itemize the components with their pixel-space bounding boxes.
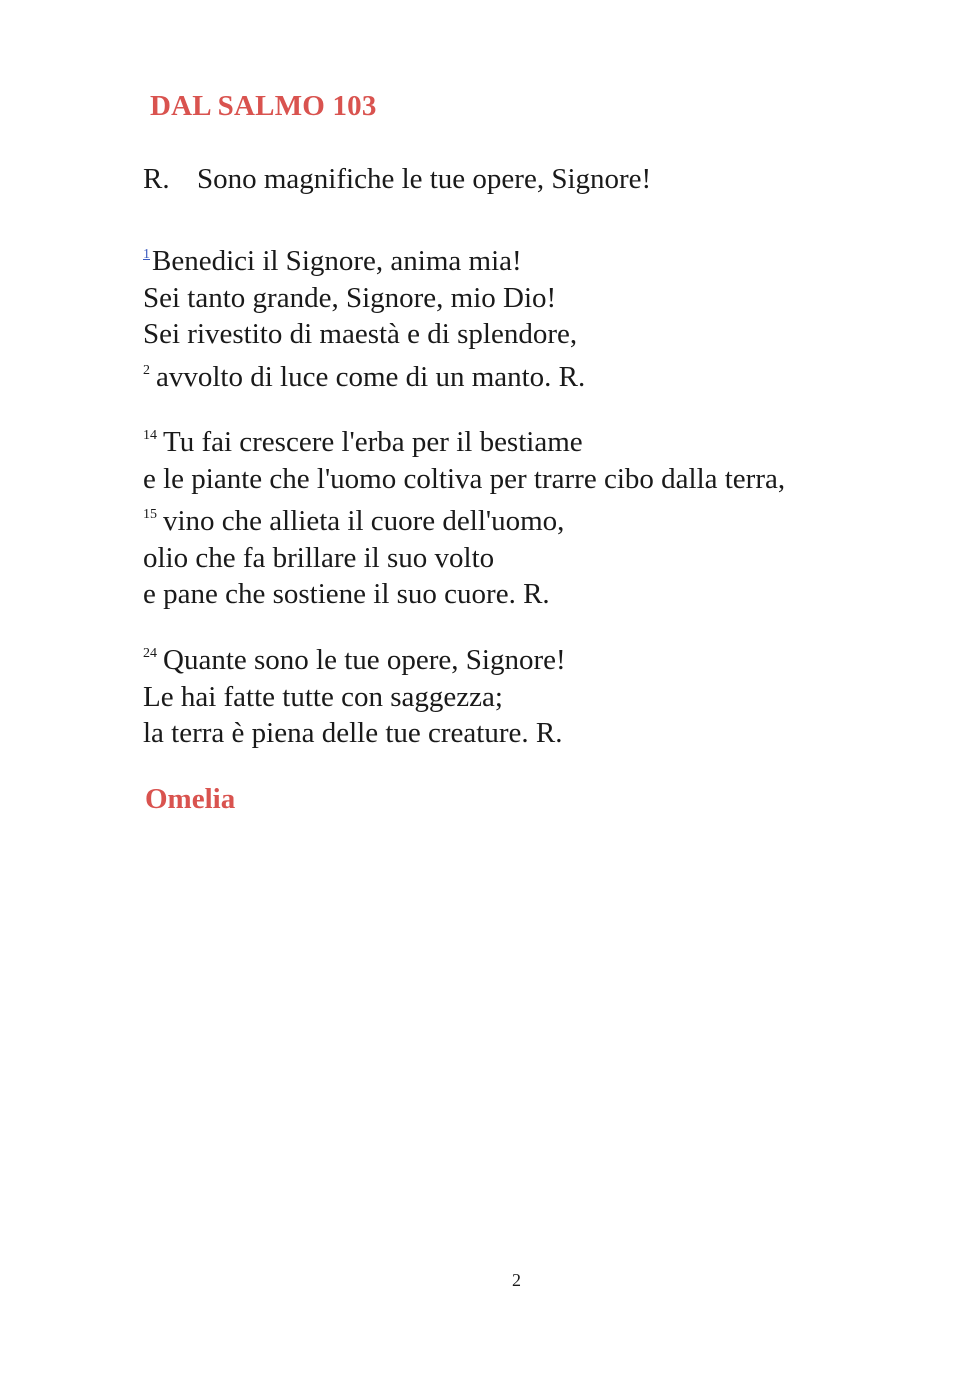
verse-text: Le hai fatte tutte con saggezza;: [143, 680, 503, 713]
verse-text: e le piante che l'uomo coltiva per trarre cibo dalla terra,: [143, 462, 786, 495]
verse-line: [143, 636, 566, 679]
verse-text: Quante sono le tue opere, Signore!: [163, 644, 566, 676]
refrain: [143, 163, 651, 196]
verse-line: [143, 540, 785, 577]
verse-line: [143, 353, 585, 396]
homily-heading: Omelia: [145, 783, 236, 815]
verse-text: vino che allieta il cuore dell'uomo,: [163, 505, 565, 537]
verse-line: [143, 280, 585, 317]
verse-text: olio che fa brillare il suo volto: [143, 541, 495, 574]
verse-number: 24: [143, 646, 157, 661]
verse-line: [143, 497, 785, 540]
verse-text: la terra è piena delle tue creature. R.: [143, 717, 563, 749]
verse-line: [143, 576, 785, 613]
refrain-text: Sono magnifiche le tue opere, Signore!: [197, 163, 652, 195]
verse-text: Sei rivestito di maestà e di splendore,: [143, 318, 578, 350]
verse-text: avvolto di luce come di un manto. R.: [156, 360, 586, 393]
verse-number: 14: [143, 428, 157, 443]
verse-line: [143, 237, 585, 280]
verse-line: [143, 715, 566, 752]
psalm-title: DAL SALMO 103: [150, 90, 377, 122]
verse-number: 15: [143, 507, 157, 522]
verse-line: [143, 679, 566, 716]
verse-line: [143, 461, 785, 498]
verse-text: Benedici il Signore, anima mia!: [152, 245, 522, 277]
verse-number-link[interactable]: 1: [143, 247, 150, 262]
page-number: 2: [512, 1270, 521, 1290]
verse-line: [143, 418, 785, 461]
verse-number: 2: [143, 362, 150, 378]
stanza-2: [143, 418, 785, 613]
verse-text: Tu fai crescere l'erba per il bestiame: [163, 426, 583, 458]
verse-line: [143, 316, 585, 353]
verse-text: e pane che sostiene il suo cuore. R.: [143, 578, 550, 610]
stanza-3: [143, 636, 566, 752]
verse-text: Sei tanto grande, Signore, mio Dio!: [143, 281, 557, 314]
stanza-1: [143, 237, 585, 395]
refrain-marker: R.: [143, 163, 170, 195]
